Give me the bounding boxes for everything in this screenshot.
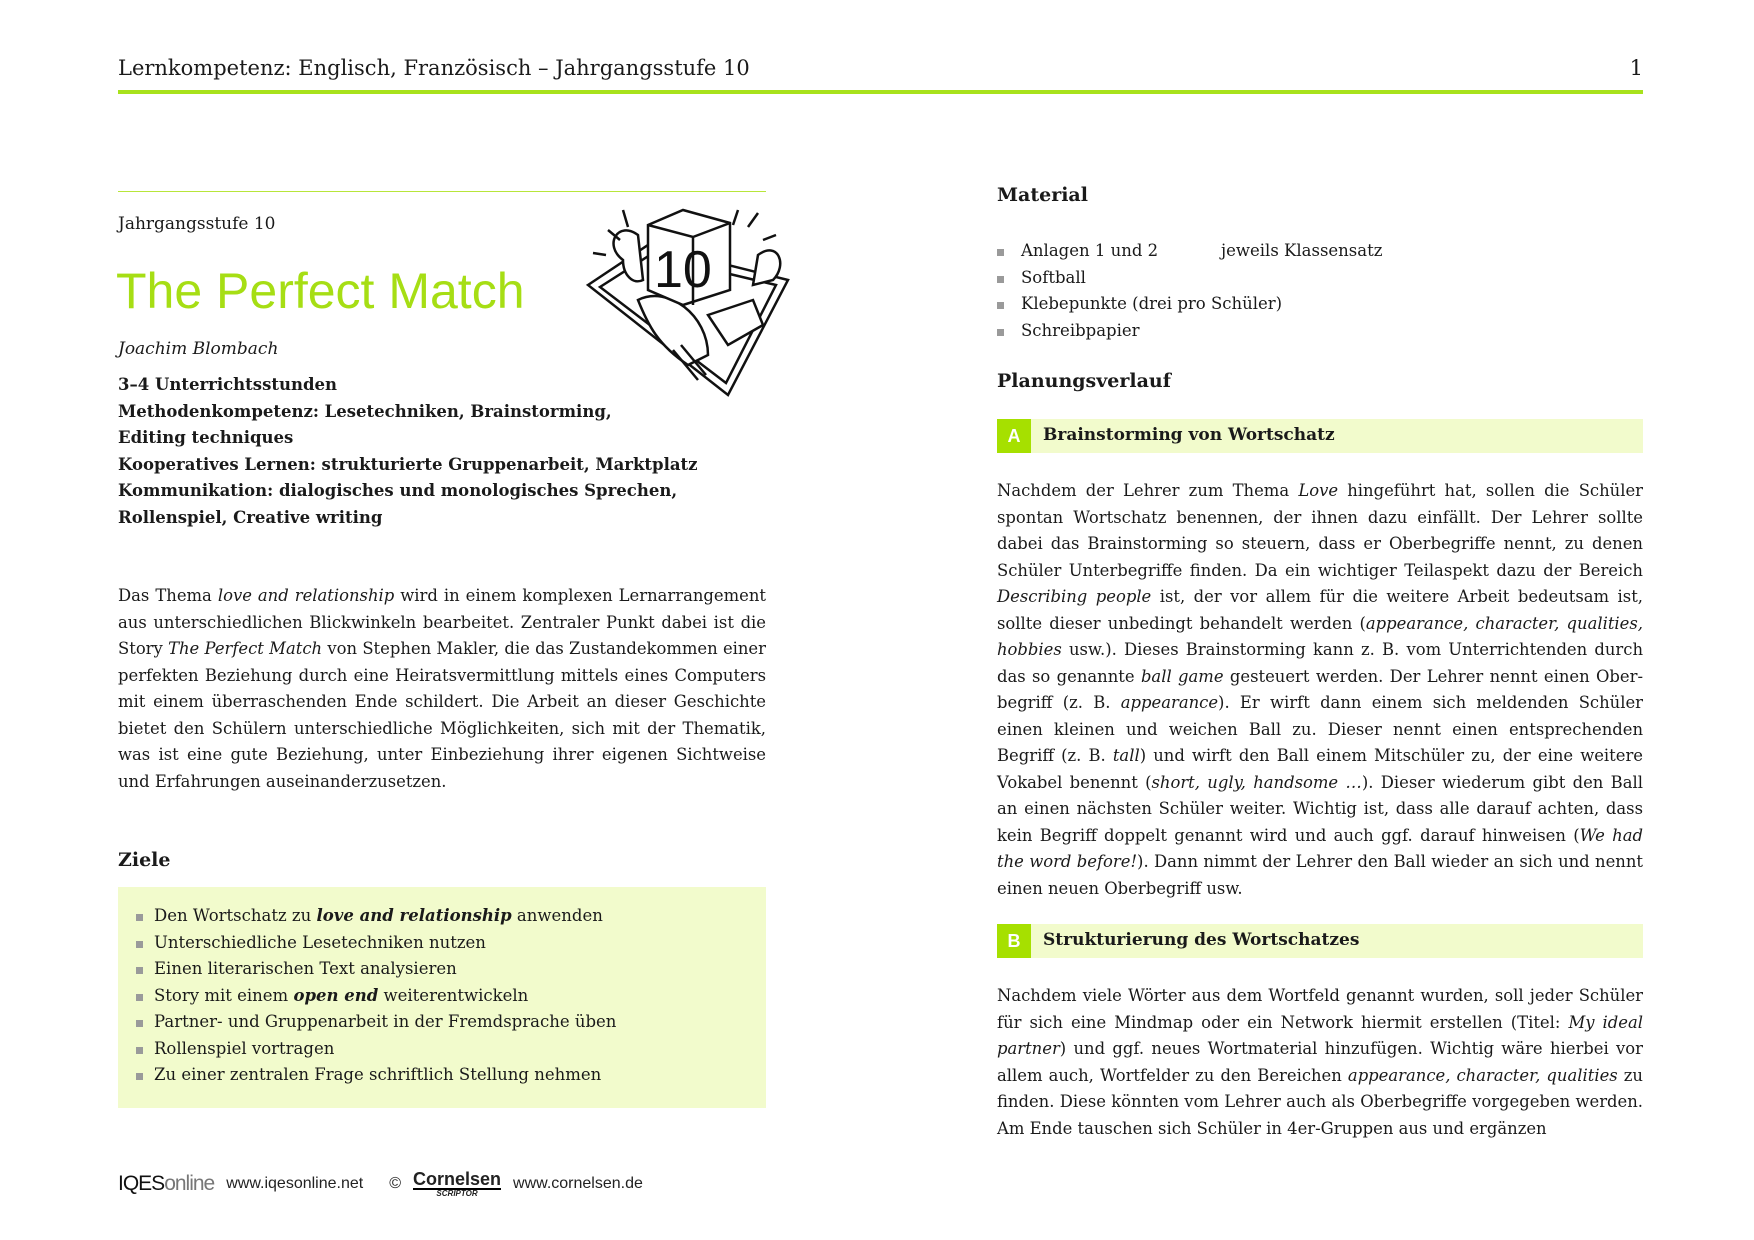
text-run: Partner- und Gruppenarbeit in der Fremdsprache üben [154,1012,617,1031]
text-run: gesteuert werden. Der Lehrer nennt einen Oberbegriff (z. B. [997,666,1643,712]
section-tag: A [997,419,1031,453]
author: Joachim Blombach [118,339,279,359]
emphasis-text: appearance [1120,693,1219,712]
svg-text:10: 10 [654,241,712,299]
grade-label: Jahrgangsstufe 10 [118,214,276,234]
running-header: Lernkompetenz: Englisch, Französisch – Jahrgangsstufe 10 [118,56,750,80]
text-run: ). Dieser wiederum gibt den Ball an einen nächsten Schüler weiter. Wichtig ist, dass alle darauf achten, dass kein Begriff doppelt genannt wird und auch ggf. darauf hinweisen ( [997,772,1643,845]
text-run: Das Thema [118,586,218,605]
text-run: Nachdem der Lehrer zum Thema [997,481,1299,500]
emphasis-text: My ideal partner [997,1012,1643,1058]
list-item [997,238,1657,265]
text-run: ). Er wirft dann einem sich meldenden Schüler einen kleinen und weichen Ball zu. Dieser nennt einen entsprechenden Begriff (z. B. [997,693,1643,765]
emphasis-text: appearance, character, qualities [1347,1065,1618,1085]
text-run: Unterschiedliche Lesetechniken nutzen [154,932,486,952]
section-title: Strukturierung des Wortschatzes [1043,930,1360,950]
list-item: Klebepunkte (drei pro Schüler) [997,291,1657,318]
text-run: Den Wortschatz zu [154,906,317,925]
list-item [136,1036,616,1063]
list-item [136,983,616,1010]
text-run: Einen literarischen Text analysieren [154,959,457,978]
section-tag: B [997,924,1031,958]
list-item [136,903,616,930]
material-heading: Material [997,184,1088,206]
section-a-header [997,419,1643,453]
meta-line: Methodenkompetenz: Lesetechniken, Brainstorming, [118,401,612,421]
material-list [997,238,1657,344]
list-item: Schreibpapier [997,318,1657,345]
emphasis-text: tall [1112,746,1140,765]
iqes-url[interactable]: www.iqesonline.net [226,1175,364,1192]
text-run: hingeführt hat, sollen die Schüler spontan Wortschatz benennen, der ihnen dazu einfällt. Der Lehrer sollte dabei das Brainstorming so steuern, dass er Oberbegriffe nennt, zu denen Schüler Unterbegriffe finden. Da ein wichtiger Teilaspekt dazu der Bereich [997,481,1643,580]
ziele-heading: Ziele [118,849,171,871]
text-run: Nachdem viele Wörter aus dem Wortfeld genannt wurden, soll jeder Schüler für sich eine Mindmap oder ein Network hiermit erstellen (Titel: [997,986,1643,1032]
list-item [136,956,616,983]
text-run: ist, der vor allem für die weitere Arbeit bedeutsam ist, sollte dieser unbedingt behandelt werden ( [997,587,1644,633]
section-a-text [997,478,1643,902]
emphasis-text: open end [293,985,379,1005]
iqes-logo: IQESonline [118,1172,215,1195]
ziele-list [136,903,616,1089]
copyright-symbol: © [389,1175,402,1192]
intro-paragraph [118,583,766,795]
list-item: Softball [997,265,1657,292]
section-b-header [997,924,1643,958]
emphasis-text: ball game [1140,666,1224,686]
text-run: anwenden [511,906,603,925]
cornelsen-logo: Cornelsen SCRIPTOR [413,1169,502,1198]
page-title: The Perfect Match [116,263,525,319]
meta-line: Editing techniques [118,428,294,447]
text-run: weiterentwickeln [378,985,529,1005]
text-run: zu finden. Diese könnten vom Lehrer auch als Oberbegriffe vorgegeben werden. Am Ende tauschen sich Schüler in 4er-Gruppen aus und ergänzen [997,1065,1643,1138]
meta-line: Kommunikation: dialogisches und monologisches Sprechen, [118,481,678,500]
list-item [136,930,616,957]
page-number: 1 [1629,56,1643,80]
list-item [136,1009,616,1036]
emphasis-text: short, ugly, handsome … [1151,772,1362,792]
text-run: ) und wirft den Ball einem Mitschüler zu, der eine weitere Vokabel benennt ( [997,746,1643,792]
text-run: ). Dann nimmt der Lehrer den Ball wieder an sich und nennt einen neuen Oberbegriff usw. [997,852,1643,898]
emphasis-text: love and relationship [316,906,512,925]
material-note: jeweils Klassensatz [1221,241,1383,260]
lesson-meta [118,372,778,531]
text-run: ) und ggf. neues Wortmaterial hinzufügen. Wichtig wäre hierbei vor allem auch, Wortfelder zu den Bereichen [997,1039,1643,1085]
intro-rule [118,191,766,192]
section-title: Brainstorming von Wortschatz [1043,425,1335,445]
emphasis-text: love and relationship [217,586,395,605]
emphasis-text: The Perfect Match [168,639,323,658]
text-run: Story mit einem [154,985,294,1005]
text-run: von Stephen Makler, die das Zustandekommen einer perfekten Beziehung durch eine Heiratsvermittlung mittels eines Computers mit einem überraschenden Ende schildert. Die Arbeit an dieser Geschichte bietet den Schülern unterschiedliche Möglichkeiten, sich mit der Thematik, was ist eine gute Beziehung, unter Einbeziehung ihrer eigenen Sichtweise und Erfahrungen auseinanderzusetzen. [118,639,766,791]
emphasis-text: Describing people [997,587,1152,606]
meta-line: 3–4 Unterrichtsstunden [118,375,338,394]
text-run: Rollenspiel vortragen [154,1038,335,1058]
footer [118,1170,643,1198]
text-run: Zu einer zentralen Frage schriftlich Stellung nehmen [154,1065,602,1084]
emphasis-text: Love [1298,481,1339,500]
text-run: usw.). Dieses Brainstorming kann z. B. vom Unterrichtenden durch das so genannte [997,640,1643,686]
list-item [136,1062,616,1089]
cornelsen-url[interactable]: www.cornelsen.de [513,1175,643,1192]
planung-heading: Planungsverlauf [997,370,1171,392]
emphasis-text: appearance, character, qualities, hobbies [997,613,1643,659]
material-label: Anlagen 1 und 2 [1021,241,1159,260]
meta-line: Rollenspiel, Creative writing [118,507,383,527]
section-b-text [997,983,1643,1142]
header-rule [118,90,1643,94]
emphasis-text: We had the word before! [997,825,1643,871]
meta-line: Kooperatives Lernen: strukturierte Gruppenarbeit, Marktplatz [118,454,698,474]
text-run: wird in einem komplexen Lernarrangement aus unterschiedlichen Blickwinkeln bearbeitet. Zentraler Punkt dabei ist die Story [118,586,766,658]
